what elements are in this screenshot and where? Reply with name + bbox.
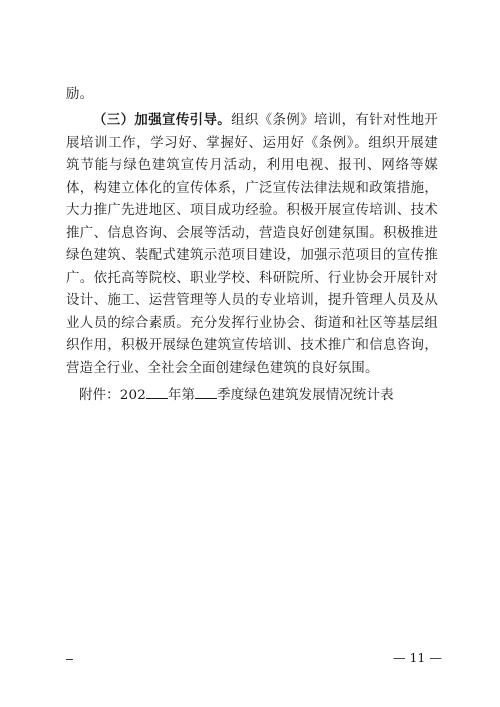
quarter-blank xyxy=(195,384,217,399)
previous-paragraph-tail: 励。 xyxy=(66,87,94,102)
attachment-prefix: 附件：202 xyxy=(79,388,146,403)
footer-divider xyxy=(66,659,73,660)
page-number: — 11 — xyxy=(393,650,442,665)
attachment-line xyxy=(79,384,394,407)
section-body-text: 组织《条例》培训，有针对性地开展培训工作，学习好、掌握好、运用好《条例》。组织开展建筑节能与绿色建筑宣传月活动，利用电视、报刊、网络等媒体，构建立体化的宣传体系，广泛宣传法律法规和政策措施，大力推广先进地区、项目成功经验。积极开展宣传培训、技术推广、信息咨询、会展等活动，营造良好创建氛围。积极推进绿色建筑、装配式建筑示范项目建设，加强示范项目的宣传推广。依托高等院校、职业学校、科研院所、行业协会开展针对设计、施工、运营管理等人员的专业培训，提升管理人员及从业人员的综合素质。充分发挥行业协会、街道和社区等基层组织作用，积极开展绿色建筑宣传培训、技术推广和信息咨询，营造全行业、全社会全面创建绿色建筑的良好氛围。 xyxy=(66,113,439,376)
year-blank xyxy=(146,384,168,399)
attachment-middle: 年第 xyxy=(167,388,196,403)
attachment-suffix: 季度绿色建筑发展情况统计表 xyxy=(217,388,394,403)
section-paragraph xyxy=(66,110,438,380)
section-heading: （三）加强宣传引导。 xyxy=(93,113,232,128)
